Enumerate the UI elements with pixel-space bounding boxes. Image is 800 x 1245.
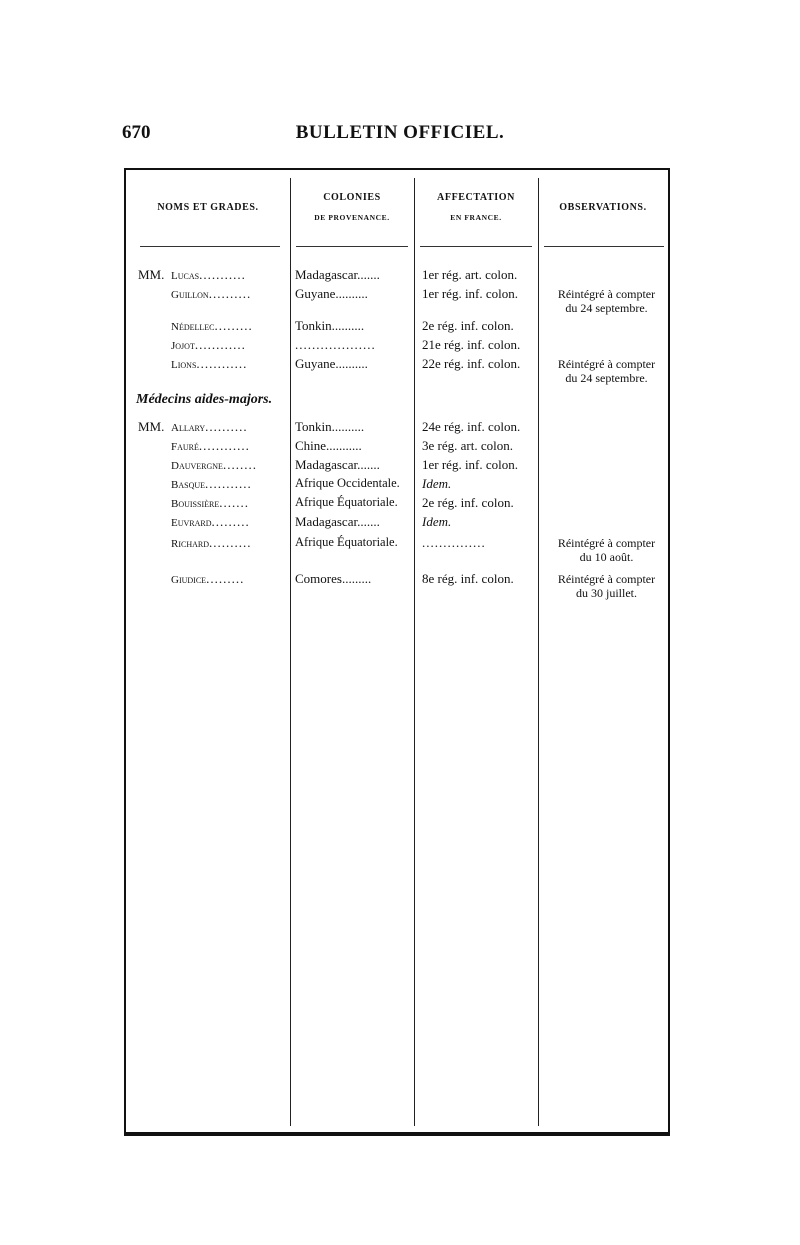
header-observations: OBSERVATIONS.: [559, 202, 647, 213]
group-prefix: MM.: [138, 267, 165, 282]
row-leader: ..........: [208, 286, 252, 301]
assignment-cell: ...............: [422, 535, 486, 550]
assignment-cell: Idem.: [422, 476, 452, 491]
row-leader: .......: [219, 495, 249, 510]
observation-line: du 10 août.: [579, 550, 634, 564]
column-divider: [290, 178, 291, 1126]
row-name: Jojot: [171, 340, 195, 352]
observation-line: Réintégré à compter: [557, 287, 656, 301]
assignment-cell: 3e rég. art. colon.: [422, 438, 513, 453]
assignment-cell: 21e rég. inf. colon.: [422, 337, 521, 352]
name-cell: [171, 437, 250, 456]
observation-cell: [544, 287, 669, 315]
name-cell: [171, 494, 249, 513]
row-name: Dauvergne: [171, 460, 223, 472]
page-number: 670: [122, 122, 151, 143]
observation-line: Réintégré à compter: [557, 536, 656, 550]
name-cell: [171, 456, 257, 475]
column-divider: [538, 178, 539, 1126]
header-rule: [140, 246, 280, 247]
colony-cell: Afrique Occidentale.: [295, 476, 400, 490]
assignment-cell: 1er rég. inf. colon.: [422, 457, 519, 472]
header-affectation: [414, 192, 538, 222]
header-colonies-line2: DE PROVENANCE.: [314, 213, 390, 222]
observation-line: du 24 septembre.: [565, 371, 648, 385]
row-name: Basque: [171, 479, 206, 491]
row-name: Nédellec: [171, 321, 215, 333]
row-leader: ............: [198, 438, 250, 453]
row-leader: ...........: [205, 476, 252, 491]
assignment-cell: 8e rég. inf. colon.: [422, 571, 514, 586]
name-cell: [171, 317, 253, 336]
name-cell: [171, 418, 248, 437]
row-leader: .........: [206, 571, 245, 586]
observation-cell: [544, 357, 669, 385]
assignment-cell: 1er rég. art. colon.: [422, 267, 518, 282]
header-rule: [296, 246, 408, 247]
row-name: Lions: [171, 359, 197, 371]
page-header: [0, 122, 800, 152]
colony-cell: ...................: [295, 337, 376, 352]
assignment-cell: 24e rég. inf. colon.: [422, 419, 521, 434]
header-colonies: [290, 192, 414, 222]
assignment-cell: 1er rég. inf. colon.: [422, 286, 519, 301]
row-name: Lucas: [171, 270, 200, 282]
observation-line: Réintégré à compter: [557, 572, 656, 586]
row-name: Allary: [171, 422, 206, 434]
colony-cell: Madagascar.......: [295, 267, 380, 282]
row-leader: .........: [214, 318, 253, 333]
row-leader: ..........: [205, 419, 248, 434]
running-title: BULLETIN OFFICIEL.: [295, 122, 505, 143]
group-prefix: MM.: [138, 419, 165, 434]
row-leader: ..........: [209, 535, 252, 550]
assignment-cell: 22e rég. inf. colon.: [422, 356, 521, 371]
observation-line: du 30 juillet.: [576, 586, 637, 600]
header-affectation-line1: AFFECTATION: [437, 192, 515, 203]
name-cell: [171, 285, 251, 304]
row-name: Richard: [171, 538, 210, 550]
colony-cell: Tonkin..........: [295, 419, 365, 434]
observation-cell: [544, 536, 669, 564]
column-divider: [414, 178, 415, 1126]
colony-cell: Tonkin..........: [295, 318, 365, 333]
colony-cell: Comores.........: [295, 571, 372, 586]
row-leader: ............: [196, 356, 248, 371]
row-leader: ........: [222, 457, 257, 472]
row-leader: .........: [211, 514, 250, 529]
row-leader: ............: [194, 337, 246, 352]
header-affectation-line2: EN FRANCE.: [450, 213, 502, 222]
name-cell: [171, 570, 244, 589]
observation-cell: [544, 572, 669, 600]
observation-line: du 24 septembre.: [565, 301, 648, 315]
section-title: Médecins aides-majors.: [136, 392, 273, 407]
row-name: Fauré: [171, 441, 199, 453]
row-name: Euvrard: [171, 517, 212, 529]
colony-cell: Guyane..........: [295, 286, 368, 301]
colony-cell: Madagascar.......: [295, 457, 380, 472]
name-cell: [171, 475, 252, 494]
row-name: Guillon: [171, 289, 209, 301]
table: [124, 168, 670, 1136]
name-cell: [171, 355, 247, 374]
colony-cell: Madagascar.......: [295, 514, 380, 529]
name-cell: [171, 534, 252, 553]
colony-cell: Afrique Équatoriale.: [295, 535, 398, 549]
header-rule: [420, 246, 532, 247]
row-name: Bouissière: [171, 498, 220, 510]
assignment-cell: Idem.: [422, 514, 452, 529]
row-name: Giudice: [171, 574, 207, 586]
assignment-cell: 2e rég. inf. colon.: [422, 495, 514, 510]
header-colonies-line1: COLONIES: [323, 192, 381, 203]
observation-line: Réintégré à compter: [557, 357, 656, 371]
header-rule: [544, 246, 664, 247]
assignment-cell: 2e rég. inf. colon.: [422, 318, 514, 333]
name-cell: [171, 266, 246, 285]
name-cell: [171, 336, 246, 355]
colony-cell: Afrique Équatoriale.: [295, 495, 398, 509]
colony-cell: Chine...........: [295, 438, 362, 453]
row-leader: ...........: [199, 267, 246, 282]
name-cell: [171, 513, 250, 532]
colony-cell: Guyane..........: [295, 356, 368, 371]
header-noms: NOMS ET GRADES.: [157, 202, 259, 213]
